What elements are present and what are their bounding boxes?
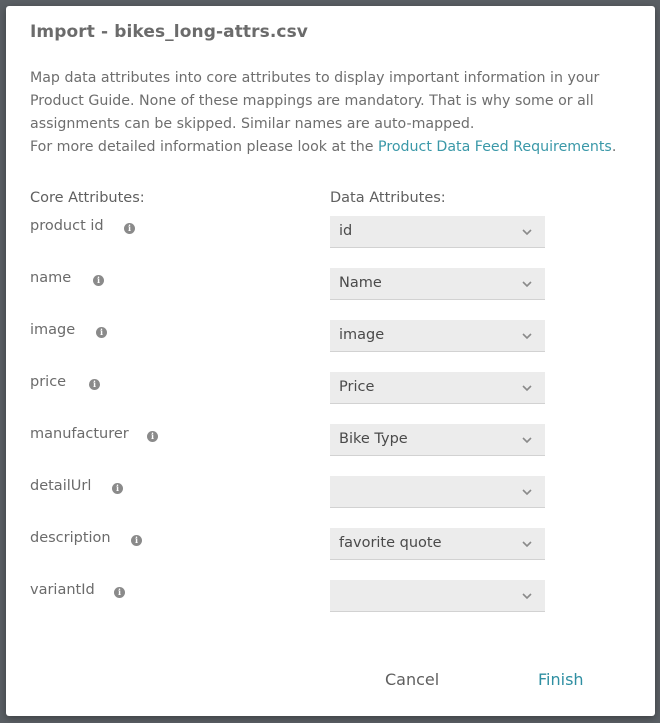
attr-label-price: price: [30, 374, 67, 390]
chevron-down-icon: [522, 539, 532, 549]
attr-label-detail-url: detailUrl: [30, 478, 92, 494]
select-product-id[interactable]: [330, 216, 545, 248]
finish-button[interactable]: Finish: [538, 670, 584, 689]
info-icon[interactable]: i: [131, 535, 142, 546]
chevron-down-icon: [522, 435, 532, 445]
data-attributes-header: Data Attributes:: [330, 190, 446, 206]
attr-label-description: description: [30, 530, 111, 546]
select-value: Name: [339, 275, 382, 291]
chevron-down-icon: [522, 383, 532, 393]
dialog-title: Import - bikes_long-attrs.csv: [30, 22, 308, 42]
select-value: image: [339, 327, 385, 343]
select-price[interactable]: [330, 372, 545, 404]
core-attributes-header: Core Attributes:: [30, 190, 145, 206]
select-manufacturer[interactable]: [330, 424, 545, 456]
description-suffix: .: [611, 139, 617, 155]
description-link-line: [30, 136, 630, 159]
attr-label-image: image: [30, 322, 76, 338]
chevron-down-icon: [522, 487, 532, 497]
select-value: id: [339, 223, 353, 239]
select-name[interactable]: [330, 268, 545, 300]
select-description[interactable]: [330, 528, 545, 560]
description-prefix: For more detailed information please look at the: [30, 139, 374, 155]
attr-label-variant-id: variantId: [30, 582, 95, 598]
description-text: Map data attributes into core attributes to display important information in your Product Guide. None of these mappings are mandatory. That is why some or all assignments can be skipped. Similar names are auto-mapped.: [30, 70, 600, 132]
cancel-button[interactable]: Cancel: [385, 670, 440, 689]
info-icon[interactable]: i: [112, 483, 123, 494]
attr-label-name: name: [30, 270, 72, 286]
chevron-down-icon: [522, 227, 532, 237]
info-icon[interactable]: i: [114, 587, 125, 598]
select-variant-id[interactable]: [330, 580, 545, 612]
chevron-down-icon: [522, 279, 532, 289]
info-icon[interactable]: i: [96, 327, 107, 338]
select-value: favorite quote: [339, 535, 442, 551]
select-value: Bike Type: [339, 431, 408, 447]
select-image[interactable]: [330, 320, 545, 352]
info-icon[interactable]: i: [93, 275, 104, 286]
select-detail-url[interactable]: [330, 476, 545, 508]
info-icon[interactable]: i: [89, 379, 100, 390]
info-icon[interactable]: i: [124, 223, 135, 234]
select-value: Price: [339, 379, 375, 395]
attr-label-product-id: product id: [30, 218, 104, 234]
chevron-down-icon: [522, 331, 532, 341]
chevron-down-icon: [522, 591, 532, 601]
requirements-link[interactable]: Product Data Feed Requirements: [378, 139, 612, 155]
info-icon[interactable]: i: [147, 431, 158, 442]
dialog-description: [30, 67, 630, 159]
import-dialog: [6, 6, 655, 716]
attr-label-manufacturer: manufacturer: [30, 426, 129, 442]
